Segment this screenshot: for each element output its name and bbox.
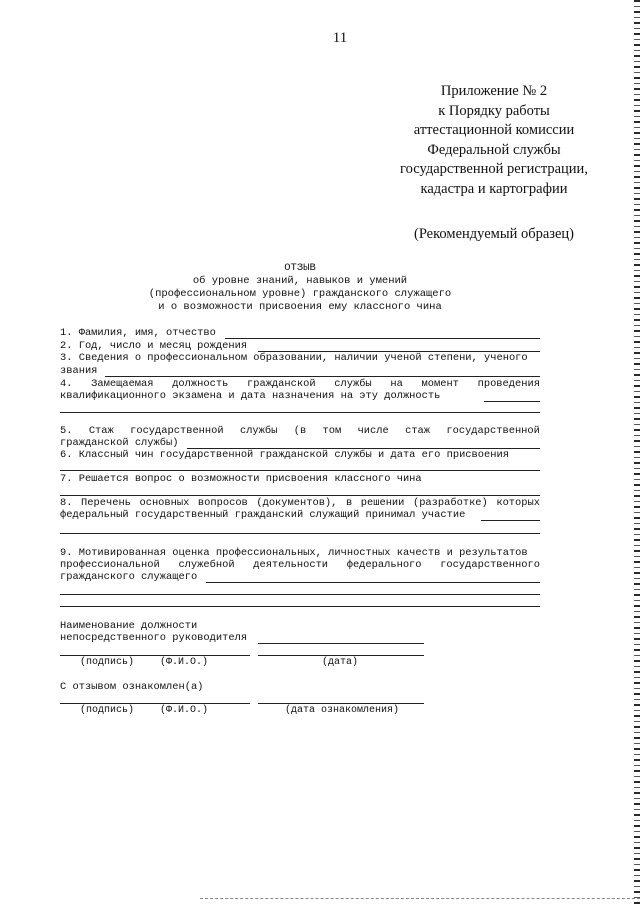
- item-7-label: 7. Решается вопрос о возможности присвоения классного чина: [60, 473, 422, 485]
- item-8-label: 8. Перечень основных вопросов (документов), в решении (разработке) которых: [60, 497, 540, 509]
- item-9-field[interactable]: [206, 582, 540, 583]
- item-3-label: 3. Сведения о профессиональном образовании, наличии ученой степени, ученого: [60, 352, 528, 364]
- acknowledgement-label: С отзывом ознакомлен(а): [60, 681, 204, 693]
- item-8-field[interactable]: [481, 520, 540, 521]
- appendix-line: к Порядку работы: [438, 102, 550, 119]
- item-4-field[interactable]: [484, 401, 540, 402]
- item-9-label: 9. Мотивированная оценка профессиональных, личностных качеств и результатов: [60, 547, 528, 559]
- title-line: и о возможности присвоения ему классного чина: [158, 301, 442, 313]
- item-1-label: 1. Фамилия, имя, отчество: [60, 327, 216, 339]
- appendix-line: Федеральной службы: [427, 141, 561, 158]
- item-4-label: 4. Замещаемая должность гражданской службы на момент проведения: [60, 378, 540, 390]
- position-label-cont: непосредственного руководителя: [60, 632, 248, 644]
- scan-bottom-artifact: [200, 898, 640, 899]
- appendix-header: [360, 82, 628, 199]
- item-9-field-extra[interactable]: [60, 594, 540, 595]
- fio-caption: (Ф.И.О.): [160, 657, 209, 668]
- item-5-label: 5. Стаж государственной службы (в том числе стаж государственной: [60, 425, 540, 437]
- item-8-label-cont: федеральный государственный гражданский служащий принимал участие: [60, 509, 466, 521]
- position-label: Наименование должности: [60, 620, 198, 632]
- sign-caption: (подпись): [80, 657, 135, 668]
- position-field[interactable]: [258, 643, 424, 644]
- date-caption: (дата): [322, 657, 359, 668]
- item-1-field[interactable]: [225, 338, 540, 339]
- document-title: [60, 262, 540, 314]
- item-5-label-cont: гражданской службы): [60, 437, 179, 449]
- appendix-line: аттестационной комиссии: [413, 122, 575, 138]
- item-2-label: 2. Год, число и месяц рождения: [60, 340, 248, 352]
- item-6-field[interactable]: [60, 470, 540, 471]
- page-number: 11: [332, 30, 348, 46]
- appendix-line: кадастра и картографии: [420, 180, 568, 197]
- ack-date-field[interactable]: [258, 703, 424, 704]
- ack-date-caption: (дата ознакомления): [285, 705, 400, 716]
- supervisor-date-field[interactable]: [258, 655, 424, 656]
- ack-sign-caption: (подпись): [80, 705, 135, 716]
- item-6-label: 6. Классный чин государственной гражданской службы и дата его присвоения: [60, 449, 509, 461]
- ack-sign-fio-field[interactable]: [60, 703, 250, 704]
- sample-note: (Рекомендуемый образец): [413, 226, 575, 242]
- item-7-field[interactable]: [60, 495, 540, 496]
- item-8-field-extra[interactable]: [60, 533, 540, 534]
- title-line: (профессиональном уровне) гражданского служащего: [148, 288, 452, 300]
- item-4-field-extra[interactable]: [60, 412, 540, 413]
- item-3-label-cont: звания: [60, 365, 98, 377]
- item-4-label-cont: квалификационного экзамена и дата назначения на эту должность: [60, 390, 441, 402]
- title-heading: ОТЗЫВ: [284, 262, 316, 274]
- appendix-line: государственной регистрации,: [400, 161, 588, 177]
- scan-edge-artifact: [634, 0, 640, 905]
- item-9-field-extra[interactable]: [60, 606, 540, 607]
- item-3-field[interactable]: [105, 376, 540, 377]
- item-9-label-cont2: гражданского служащего: [60, 571, 198, 583]
- ack-fio-caption: (Ф.И.О.): [160, 705, 209, 716]
- appendix-line: Приложение № 2: [440, 83, 548, 99]
- title-line: об уровне знаний, навыков и умений: [192, 275, 408, 287]
- supervisor-sign-fio-field[interactable]: [60, 655, 250, 656]
- item-9-label-cont: профессиональной служебной деятельности федерального государственного: [60, 559, 540, 571]
